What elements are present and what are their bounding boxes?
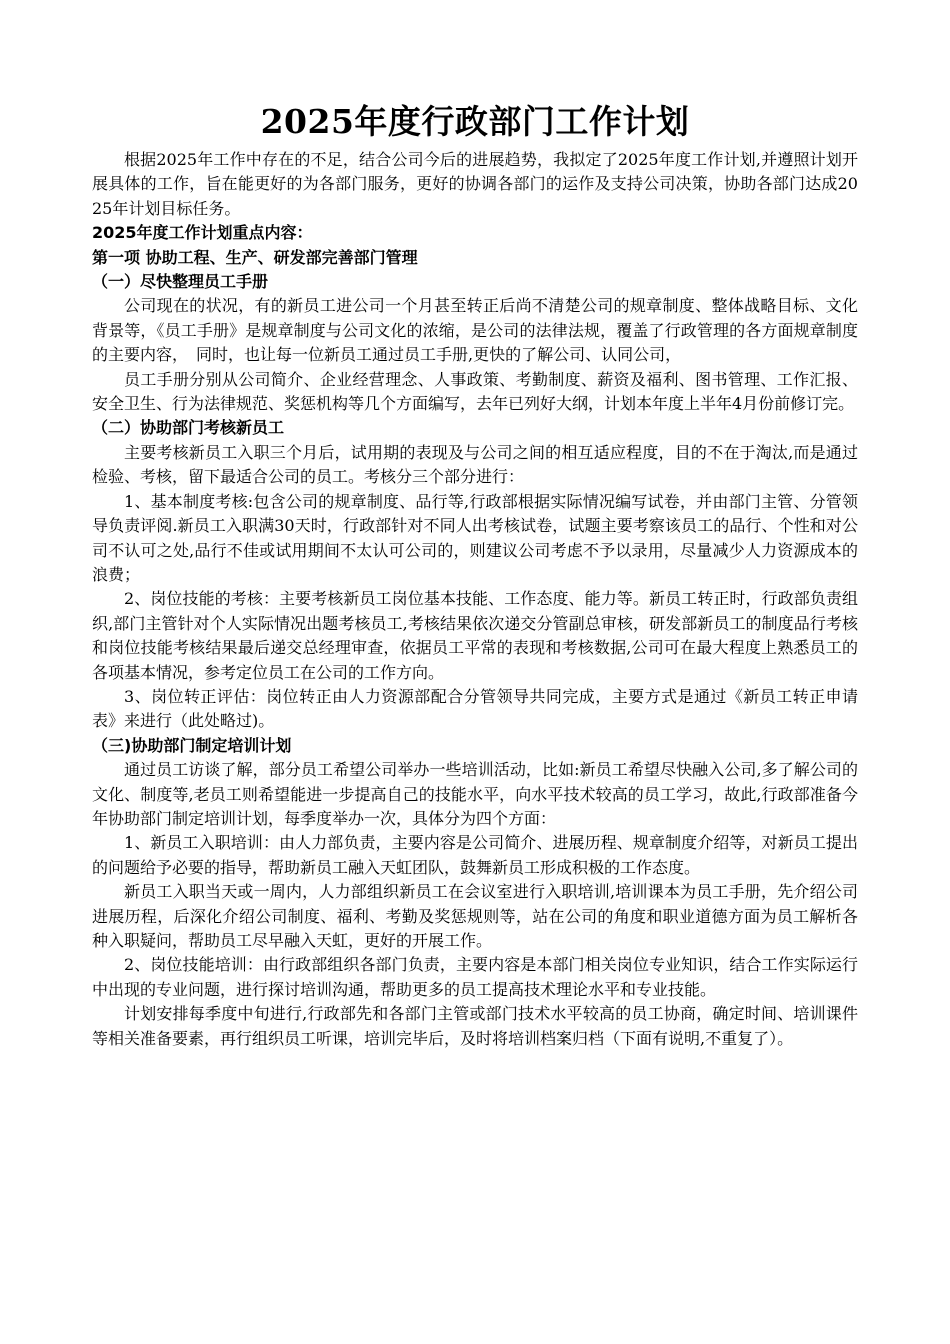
section1-paragraph: 公司现在的状况，有的新员工进公司一个月甚至转正后尚不清楚公司的规章制度、整体战略目标、文化背景等，《员工手册》是规章制度与公司文化的浓缩，是公司的法律法规，覆盖了行政管理的各方面规章制度的主要内容， 同时，也让每一位新员工通过员工手册,更快的了解公司、认同公司，	[92, 296, 858, 365]
section1-heading: （一）尽快整理员工手册	[92, 272, 269, 292]
section1-paragraph: 员工手册分别从公司简介、企业经营理念、人事政策、考勤制度、薪资及福利、图书管理、工作汇报、安全卫生、行为法律规范、奖惩机构等几个方面编写，去年已列好大纲，计划本年度上半年4月份前修订完。	[92, 369, 858, 414]
section3-paragraph: 新员工入职当天或一周内，人力部组织新员工在会议室进行入职培训,培训课本为员工手册，先介绍公司进展历程，后深化介绍公司制度、福利、考勤及奖惩规则等，站在公司的角度和职业道德方面为员工解析各种入职疑问，帮助员工尽早融入天虹，更好的开展工作。	[92, 882, 858, 950]
section3-heading: （三)协助部门制定培训计划	[92, 735, 292, 755]
section2-paragraph: 2、岗位技能的考核：主要考核新员工岗位基本技能、工作态度、能力等。新员工转正时，行政部负责组织,部门主管针对个人实际情况出题考核员工,考核结果依次递交分管副总审核，研发部新员工的制度品行考核和岗位技能考核结果最后递交总经理审查，依据员工平常的表现和考核数据,公司可在最大程度上熟悉员工的各项基本情况，参考定位员工在公司的工作方向。	[92, 589, 858, 682]
section3-paragraph: 计划安排每季度中旬进行,行政部先和各部门主管或部门技术水平较高的员工协商，确定时间、培训课件等相关准备要素，再行组织员工听课，培训完毕后，及时将培训档案归档（下面有说明,不重复了）。	[92, 1004, 858, 1048]
section2-paragraph: 1、基本制度考核:包含公司的规章制度、品行等,行政部根据实际情况编写试卷，并由部门主管、分管领导负责评阅.新员工入职满30天时，行政部针对不同人出考核试卷，试题主要考察该员工的品行、个性和对公司不认可之处,品行不佳或试用期间不太认可公司的，则建议公司考虑不予以录用，尽量减少人力资源成本的浪费；	[92, 491, 858, 584]
section3-paragraph: 2、岗位技能培训：由行政部组织各部门负责，主要内容是本部门相关岗位专业知识，结合工作实际运行中出现的专业问题，进行探讨培训沟通，帮助更多的员工提高技术理论水平和专业技能。	[92, 955, 858, 999]
item1-heading: 第一项 协助工程、生产、研发部完善部门管理	[92, 247, 418, 267]
page-title: 2025年度行政部门工作计划	[260, 102, 690, 141]
section2-paragraph: 3、岗位转正评估：岗位转正由人力资源部配合分管领导共同完成，主要方式是通过《新员工转正申请表》来进行（此处略过)。	[92, 686, 858, 731]
section2-paragraph: 主要考核新员工入职三个月后，试用期的表现及与公司之间的相互适应程度，目的不在于淘汰,而是通过检验、考核，留下最适合公司的员工。考核分三个部分进行：	[92, 442, 858, 487]
intro-paragraph: 根据2025年工作中存在的不足，结合公司今后的进展趋势，我拟定了2025年度工作计划,并遵照计划开展具体的工作，旨在能更好的为各部门服务，更好的协调各部门的运作及支持公司决策，协助各部门达成2025年计划目标任务。	[92, 150, 858, 218]
section3-paragraph: 通过员工访谈了解，部分员工希望公司举办一些培训活动，比如:新员工希望尽快融入公司,多了解公司的文化、制度等,老员工则希望能进一步提高自己的技能水平，向水平技术较高的员工学习，故此,行政部准备今年协助部门制定培训计划，每季度举办一次，具体分为四个方面：	[92, 760, 858, 828]
section2-heading: （二）协助部门考核新员工	[92, 418, 285, 438]
key-content-heading: 2025年度工作计划重点内容：	[92, 223, 313, 243]
section3-paragraph: 1、新员工入职培训：由人力部负责，主要内容是公司简介、进展历程、规章制度介绍等，对新员工提出的问题给予必要的指导，帮助新员工融入天虹团队，鼓舞新员工形成积极的工作态度。	[92, 833, 858, 877]
